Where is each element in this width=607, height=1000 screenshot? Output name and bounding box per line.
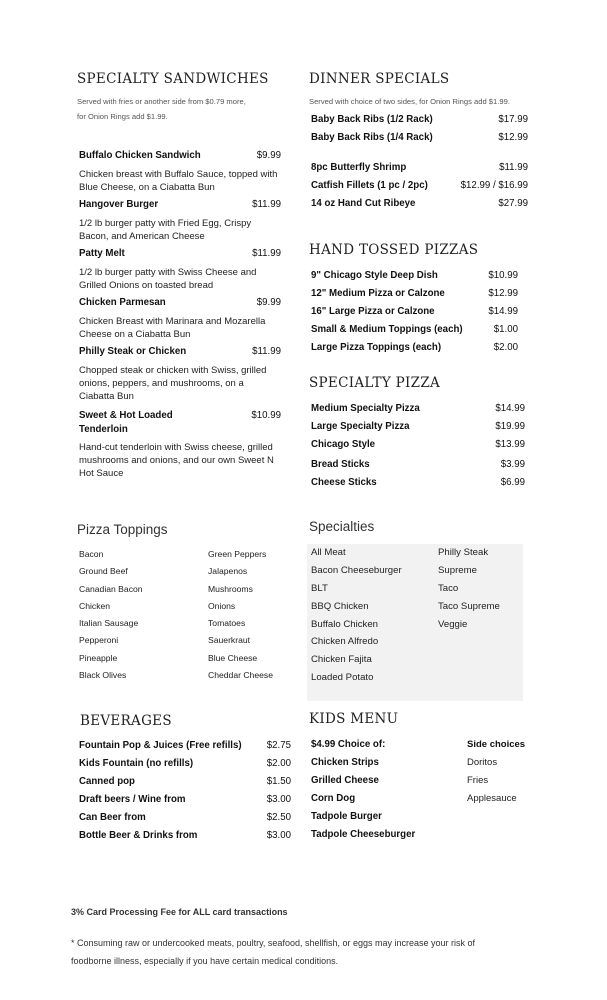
item-name: Chicken Parmesan xyxy=(79,297,166,308)
toppings-col-1 xyxy=(79,549,199,687)
menu-item xyxy=(79,409,281,481)
item-name: Sweet & Hot Loaded Tenderloin xyxy=(79,410,173,435)
menu-item: Bottle Beer & Drinks from $3.00 xyxy=(79,830,291,841)
list-item: Blue Cheese xyxy=(208,652,258,663)
item-name: Philly Steak or Chicken xyxy=(79,346,187,357)
list-item: Bacon Cheeseburger xyxy=(311,564,402,576)
kids-choice-header: $4.99 Choice of: xyxy=(311,739,386,750)
sandwiches-note: Served with fries or another side from $0.79 more, for Onion Rings add $1.99. xyxy=(77,97,246,121)
list-item: BBQ Chicken xyxy=(311,600,369,612)
menu-item: 14 oz Hand Cut Ribeye $27.99 xyxy=(311,198,528,209)
list-item: Tadpole Cheeseburger xyxy=(311,829,416,840)
item-desc: Chopped steak or chicken with Swiss, grilled onions, peppers, and mushrooms, on a Ciabatta Bun xyxy=(79,365,267,403)
pizza-list xyxy=(311,267,518,357)
list-item: Doritos xyxy=(467,757,498,768)
menu-item: Small & Medium Toppings (each) $1.00 xyxy=(311,324,518,335)
list-item: Chicken Strips xyxy=(311,757,379,768)
list-item: Ground Beef xyxy=(79,566,128,577)
list-item: Bacon xyxy=(79,549,104,559)
kids-sides-header: Side choices xyxy=(467,739,526,750)
dinner-list xyxy=(311,111,528,213)
list-item: Loaded Potato xyxy=(311,672,374,684)
list-item: Canadian Bacon xyxy=(79,583,143,594)
list-item: Buffalo Chicken xyxy=(311,618,379,630)
item-name: Buffalo Chicken Sandwich xyxy=(79,150,201,161)
list-item: Black Olives xyxy=(79,670,127,681)
toppings-title: Pizza Toppings xyxy=(77,522,168,537)
kids-choices xyxy=(311,736,461,844)
list-item: Pineapple xyxy=(79,652,118,663)
list-item: Corn Dog xyxy=(311,793,356,804)
item-price: $11.99 xyxy=(252,199,281,210)
card-fee-notice: 3% Card Processing Fee for ALL card transactions xyxy=(71,907,288,917)
list-item: Fries xyxy=(467,775,489,786)
list-item: Green Peppers xyxy=(208,549,267,559)
item-desc: Chicken breast with Buffalo Sauce, topped with Blue Cheese, on a Ciabatta Bun xyxy=(79,169,278,194)
list-item: Applesauce xyxy=(467,793,517,804)
dinner-note: Served with choice of two sides, for Onion Rings add $1.99. xyxy=(309,97,510,106)
menu-item xyxy=(79,346,281,409)
menu-item: 12" Medium Pizza or Calzone $12.99 xyxy=(311,288,518,299)
list-item: Taco Supreme xyxy=(438,600,500,612)
list-item: Chicken Alfredo xyxy=(311,636,379,648)
specialty-pizza-list xyxy=(311,400,525,492)
menu-item xyxy=(79,297,281,346)
menu-item: Medium Specialty Pizza $14.99 xyxy=(311,403,525,414)
menu-item: 16" Large Pizza or Calzone $14.99 xyxy=(311,306,518,317)
list-item: BLT xyxy=(311,582,328,594)
menu-item: Baby Back Ribs (1/4 Rack) $12.99 xyxy=(311,132,528,143)
list-item: Jalapenos xyxy=(208,566,248,577)
menu-item: Draft beers / Wine from $3.00 xyxy=(79,794,291,805)
list-item: Pepperoni xyxy=(79,635,119,646)
list-item: Tadpole Burger xyxy=(311,811,382,822)
item-name: Patty Melt xyxy=(79,248,125,259)
dinner-title: DINNER SPECIALS xyxy=(309,71,450,87)
sandwiches-title: SPECIALTY SANDWICHES xyxy=(77,71,269,87)
kids-sides xyxy=(467,736,547,808)
list-item: Sauerkraut xyxy=(208,635,251,646)
sandwich-list xyxy=(79,150,281,481)
list-item: Onions xyxy=(208,600,236,611)
item-price: $9.99 xyxy=(256,297,281,308)
item-name: Hangover Burger xyxy=(79,199,159,210)
menu-item: Kids Fountain (no refills) $2.00 xyxy=(79,758,291,769)
item-price: $11.99 xyxy=(252,346,281,357)
toppings-col-2 xyxy=(208,549,298,687)
specialties-col-2 xyxy=(438,547,522,636)
list-item: Taco xyxy=(438,582,459,594)
menu-item: Bread Sticks $3.99 xyxy=(311,459,525,470)
menu-item: Fountain Pop & Juices (Free refills) $2.75 xyxy=(79,740,291,751)
specialties-col-1 xyxy=(311,547,436,690)
list-item: Veggie xyxy=(438,618,468,630)
menu-item: Can Beer from $2.50 xyxy=(79,812,291,823)
item-desc: 1/2 lb burger patty with Swiss Cheese and Grilled Onions on toasted bread xyxy=(79,267,257,292)
list-item: Tomatoes xyxy=(208,618,246,629)
kids-title: KIDS MENU xyxy=(309,711,399,727)
pizzas-title: HAND TOSSED PIZZAS xyxy=(309,242,479,258)
list-item: Philly Steak xyxy=(438,547,489,558)
menu-item: Canned pop $1.50 xyxy=(79,776,291,787)
menu-item xyxy=(79,150,281,199)
list-item: Italian Sausage xyxy=(79,618,139,629)
list-item: Chicken xyxy=(79,600,111,611)
item-desc: Hand-cut tenderloin with Swiss cheese, grilled mushrooms and onions, and our own Sweet N Hot Sauce xyxy=(79,442,274,480)
list-item: Grilled Cheese xyxy=(311,775,379,786)
menu-item: Cheese Sticks $6.99 xyxy=(311,477,525,488)
specialties-title: Specialties xyxy=(309,519,375,534)
menu-item xyxy=(79,248,281,297)
food-warning: * Consuming raw or undercooked meats, poultry, seafood, shellfish, or eggs may increase your risk of foodborne illness, especially if you have certain medical conditions. xyxy=(71,938,476,966)
list-item: Mushrooms xyxy=(208,583,253,594)
beverages-title: BEVERAGES xyxy=(80,713,172,729)
beverages-list xyxy=(79,737,291,845)
menu-item: 9" Chicago Style Deep Dish $10.99 xyxy=(311,270,518,281)
item-price: $10.99 xyxy=(251,410,281,421)
menu-item: Catfish Fillets (1 pc / 2pc) $12.99 / $16.99 xyxy=(311,180,528,191)
list-item: Chicken Fajita xyxy=(311,654,372,666)
menu-item: Baby Back Ribs (1/2 Rack) $17.99 xyxy=(311,114,528,125)
item-desc: Chicken Breast with Marinara and Mozarella Cheese on a Ciabatta Bun xyxy=(79,316,266,341)
menu-item: 8pc Butterfly Shrimp $11.99 xyxy=(311,162,528,173)
menu-item xyxy=(79,199,281,248)
item-price: $11.99 xyxy=(252,248,281,259)
menu-item: Large Specialty Pizza $19.99 xyxy=(311,421,525,432)
list-item: Cheddar Cheese xyxy=(208,670,273,681)
specialty-pizza-title: SPECIALTY PIZZA xyxy=(309,375,441,391)
menu-item: Chicago Style $13.99 xyxy=(311,439,525,450)
menu-item: Large Pizza Toppings (each) $2.00 xyxy=(311,342,518,353)
list-item: All Meat xyxy=(311,547,346,558)
item-desc: 1/2 lb burger patty with Fried Egg, Crispy Bacon, and American Cheese xyxy=(79,218,252,243)
item-price: $9.99 xyxy=(256,150,281,161)
list-item: Supreme xyxy=(438,564,477,576)
